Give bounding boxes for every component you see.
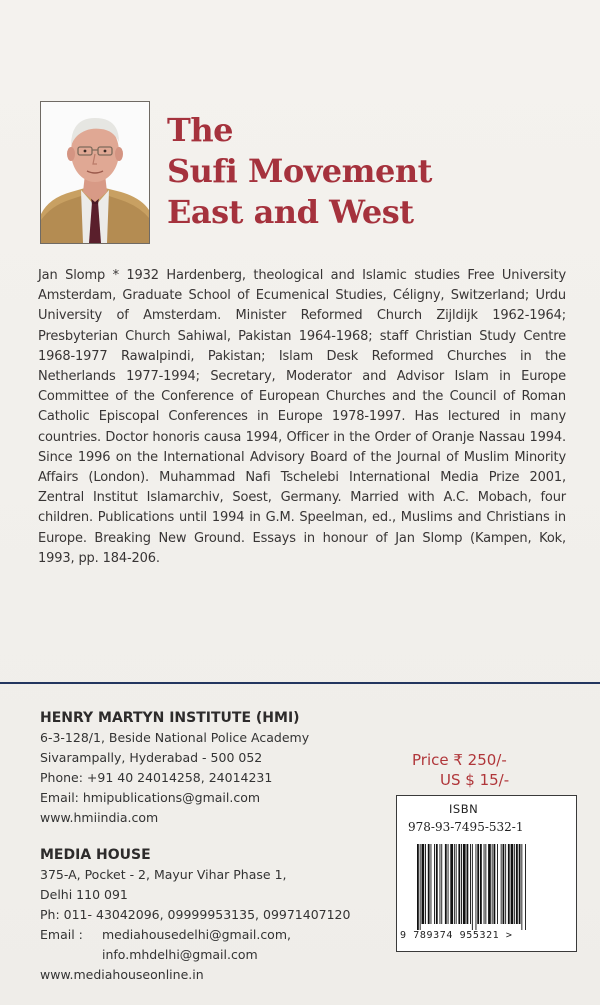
barcode-bar	[511, 844, 514, 924]
hmi-email: Email: hmipublications@gmail.com	[40, 790, 261, 805]
barcode-bar	[485, 844, 486, 924]
media-house-email-row	[40, 925, 350, 945]
media-house-website: www.mediahouseonline.in	[40, 967, 204, 982]
barcode-bar	[505, 844, 506, 924]
hmi-name: HENRY MARTYN INSTITUTE (HMI)	[40, 710, 300, 726]
barcode-bar	[480, 844, 482, 924]
barcode-bar	[454, 844, 455, 924]
isbn-label: ISBN	[449, 802, 479, 816]
barcode-icon	[415, 844, 563, 930]
section-divider	[0, 682, 600, 684]
publisher-hmi	[40, 708, 309, 828]
media-house-name: MEDIA HOUSE	[40, 847, 151, 863]
barcode-bar	[422, 844, 425, 924]
barcode-bar	[436, 844, 438, 924]
barcode-bar	[488, 844, 491, 924]
barcode-bar	[434, 844, 435, 924]
barcode-bar	[497, 844, 498, 924]
media-house-email-spacer	[40, 945, 102, 965]
hmi-address-line-2: Sivarampally, Hyderabad - 500 052	[40, 750, 263, 765]
hmi-phone: Phone: +91 40 24014258, 24014231	[40, 770, 273, 785]
barcode-bar	[503, 844, 505, 924]
barcode-bar	[458, 844, 460, 924]
barcode-bar	[472, 844, 473, 930]
barcode-bar	[484, 844, 485, 924]
barcode-bar	[525, 844, 526, 930]
barcode-bar	[450, 844, 453, 924]
price-block	[412, 750, 509, 790]
barcode-bar	[514, 844, 515, 924]
barcode-bar	[494, 844, 496, 924]
media-house-email-2: info.mhdelhi@gmail.com	[102, 947, 258, 962]
price-inr: Price ₹ 250/-	[412, 751, 507, 769]
barcode-bar	[425, 844, 426, 924]
barcode-bar	[445, 844, 447, 924]
hmi-address-line-1: 6-3-128/1, Beside National Police Academy	[40, 730, 310, 745]
barcode-bar	[461, 844, 462, 924]
author-portrait-icon	[41, 102, 149, 243]
media-house-email-row-2	[40, 945, 350, 965]
title-line-2: Sufi Movement	[167, 152, 432, 190]
author-photo	[40, 101, 150, 244]
barcode-bar	[417, 844, 419, 930]
publisher-media-house	[40, 845, 350, 985]
title-line-1: The	[167, 111, 233, 149]
barcode-bar	[420, 844, 421, 930]
barcode-bar	[501, 844, 502, 924]
media-house-address-line-2: Delhi 110 091	[40, 887, 128, 902]
barcode-bar	[428, 844, 430, 924]
barcode-bar	[516, 844, 518, 924]
media-house-email-1: mediahousedelhi@gmail.com,	[102, 927, 291, 942]
barcode-bar	[448, 844, 449, 924]
barcode-bar	[477, 844, 479, 924]
book-title	[167, 110, 432, 233]
barcode-bar	[431, 844, 432, 924]
barcode-bar	[508, 844, 510, 924]
isbn-box	[396, 795, 577, 952]
barcode-bar	[441, 844, 442, 924]
barcode-bar	[456, 844, 457, 924]
barcode-bar	[519, 844, 521, 924]
media-house-address-line-1: 375-A, Pocket - 2, Mayur Vihar Phase 1,	[40, 867, 287, 882]
barcode-bar	[470, 844, 471, 924]
isbn-number: 978-93-7495-532-1	[408, 820, 524, 834]
barcode-bar	[467, 844, 469, 924]
hmi-website: www.hmiindia.com	[40, 810, 159, 825]
author-bio: Jan Slomp * 1932 Hardenberg, theological and Islamic studies Free University Amsterdam, Graduate School of Ecumenical Studies, Céligny, Switzerland; Urdu University of Amsterdam. Minister Reformed Church Zijldijk 1962-1964; Presbyterian Church Sahiwal, Pakistan 1964-1968; staff Christian Study Centre 1968-1977 Rawalpindi, Pakistan; Islam Desk Reformed Churches in the Netherlands 1977-1994; Secretary, Moderator and Advisor Islam in Europe Committee of the Conference of European Churches and the Council of Roman Catholic Episcopal Conferences in Europe 1978-1997. Has lectured in many countries. Doctor honoris causa 1994, Officer in the Order of Oranje Nassau 1994. Since 1996 on the International Advisory Board of the Journal of Muslim Minority Affairs (London). Muhammad Nafi Tschelebi International Media Prize 2001, Zentral Institut Islamarchiv, Soest, Germany. Married with A.C. Mobach, four children. Publications until 1994 in G.M. Speelman, ed., Muslims and Christians in Europe. Breaking New Ground. Essays in honour of Jan Slomp (Kampen, Kok, 1993, pp. 184-206.	[38, 268, 566, 566]
price-usd: US $ 15/-	[440, 771, 510, 789]
barcode-digits: 9 789374 955321 >	[400, 930, 513, 941]
media-house-email-label: Email :	[40, 927, 83, 942]
media-house-phone: Ph: 011- 43042096, 09999953135, 09971407120	[40, 907, 351, 922]
barcode-bar	[463, 844, 466, 924]
title-line-3: East and West	[167, 193, 414, 231]
barcode-bar	[476, 844, 477, 930]
barcode-bar	[521, 844, 522, 930]
barcode-bar	[492, 844, 493, 924]
barcode-bar	[440, 844, 441, 924]
